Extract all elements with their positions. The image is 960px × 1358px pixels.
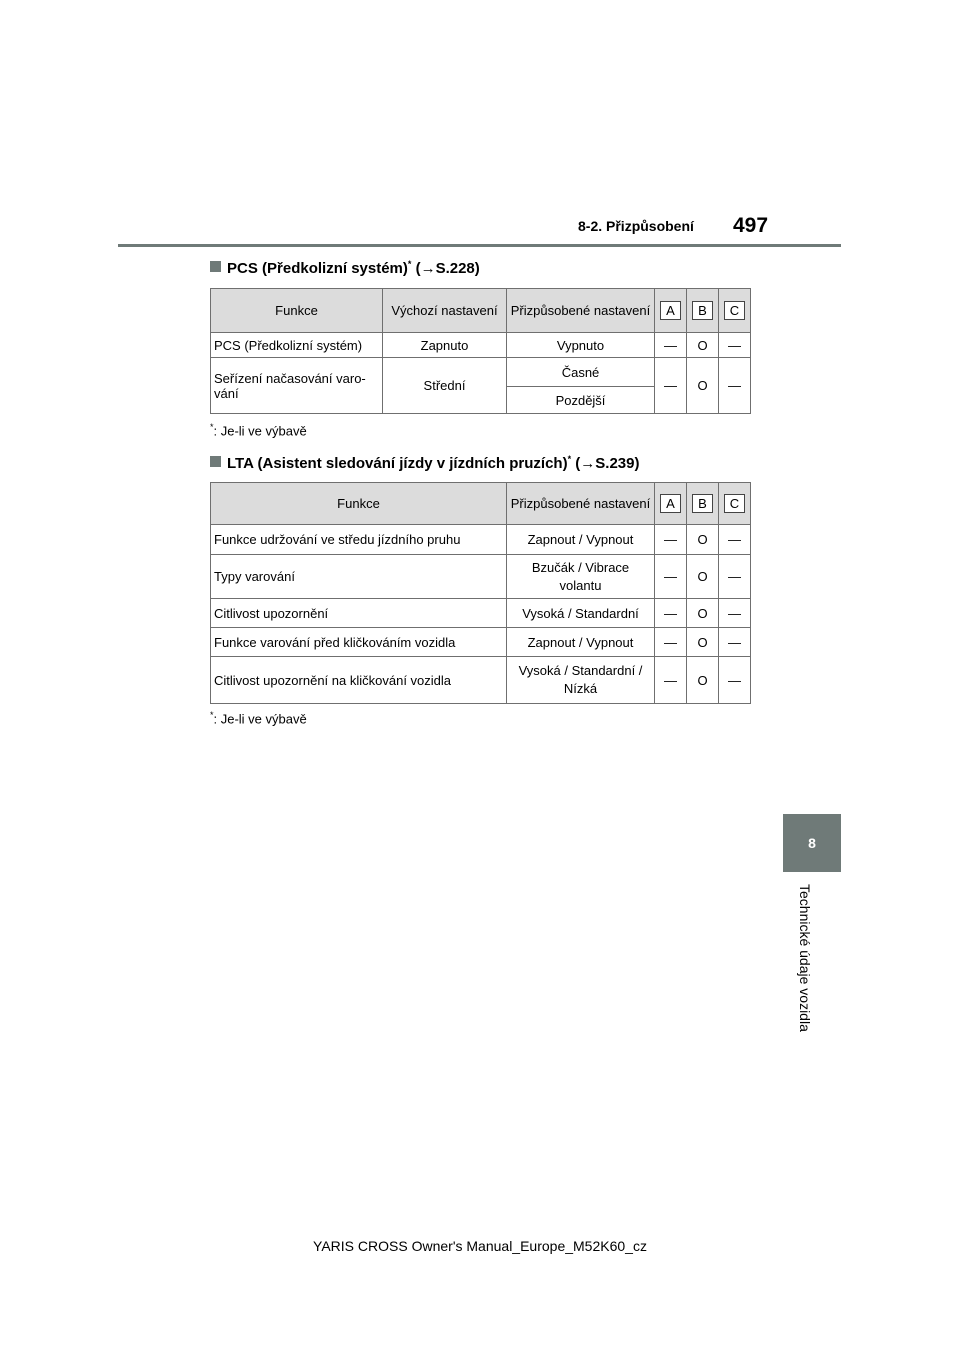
pcs-header-default: Výchozí nastavení <box>383 289 507 333</box>
pcs-row-custom-early: Časné <box>507 358 655 387</box>
lta-row-function: Funkce udržování ve středu jízdního pruhu <box>211 525 507 555</box>
lta-row-a: — <box>655 657 687 704</box>
square-bullet-icon <box>210 456 221 467</box>
table-row <box>211 525 751 555</box>
lta-row-c: — <box>719 599 751 628</box>
lta-row-function: Funkce varování před kličkováním vozidla <box>211 628 507 657</box>
lta-row-c: — <box>719 555 751 599</box>
pcs-row-function: Seřízení načasování varo-vání <box>211 358 383 414</box>
pcs-title: PCS (Předkolizní systém) <box>227 260 408 277</box>
lta-footnote-star: * <box>567 454 572 464</box>
pcs-row-custom: Vypnuto <box>507 333 655 358</box>
pcs-row-custom-late: Pozdější <box>507 387 655 414</box>
square-bullet-icon <box>210 261 221 272</box>
chapter-label: Technické údaje vozidla <box>797 884 813 1032</box>
pcs-row-c: — <box>719 333 751 358</box>
lta-row-custom: Zapnout / Vypnout <box>507 628 655 657</box>
lta-row-function: Citlivost upozornění <box>211 599 507 628</box>
lta-row-function: Citlivost upozornění na kličkování vozidla <box>211 657 507 704</box>
pcs-row-c: — <box>719 358 751 414</box>
lta-row-b: O <box>687 525 719 555</box>
lta-header-custom: Přizpůsobené nastavení <box>507 483 655 525</box>
lta-row-b: O <box>687 628 719 657</box>
pcs-header-a: A <box>655 289 687 333</box>
pcs-row-default: Zapnuto <box>383 333 507 358</box>
lta-row-a: — <box>655 525 687 555</box>
table-row <box>211 628 751 657</box>
pcs-header-function: Funkce <box>211 289 383 333</box>
lta-row-function: Typy varování <box>211 555 507 599</box>
lta-row-custom: Bzučák / Vibrace volantu <box>507 555 655 599</box>
pcs-page-ref[interactable]: (→S.228) <box>415 260 480 277</box>
lta-row-c: — <box>719 525 751 555</box>
lta-heading <box>210 454 639 472</box>
pcs-row-default: Střední <box>383 358 507 414</box>
pcs-table <box>210 288 751 414</box>
lta-table <box>210 482 751 704</box>
pcs-footnote: *: Je-li ve výbavě <box>210 422 307 439</box>
lta-header-b: B <box>687 483 719 525</box>
header-divider <box>118 244 841 247</box>
lta-row-a: — <box>655 599 687 628</box>
lta-row-c: — <box>719 628 751 657</box>
section-title: 8-2. Přizpůsobení <box>578 218 694 234</box>
lta-row-c: — <box>719 657 751 704</box>
lta-row-a: — <box>655 555 687 599</box>
lta-row-b: O <box>687 599 719 628</box>
page-number: 497 <box>733 214 769 237</box>
chapter-tab[interactable]: 8 <box>783 814 841 872</box>
pcs-header-b: B <box>687 289 719 333</box>
lta-header-function: Funkce <box>211 483 507 525</box>
table-row <box>211 358 751 387</box>
table-row <box>211 657 751 704</box>
pcs-row-a: — <box>655 358 687 414</box>
table-row <box>211 333 751 358</box>
pcs-header-c: C <box>719 289 751 333</box>
footer-text: YARIS CROSS Owner's Manual_Europe_M52K60_cz <box>313 1238 647 1254</box>
lta-page-ref[interactable]: (→S.239) <box>575 455 640 472</box>
lta-row-custom: Vysoká / Standardní / Nízká <box>507 657 655 704</box>
lta-header-c: C <box>719 483 751 525</box>
pcs-header-custom: Přizpůsobené nastavení <box>507 289 655 333</box>
pcs-row-b: O <box>687 358 719 414</box>
pcs-row-a: — <box>655 333 687 358</box>
pcs-row-function: PCS (Předkolizní systém) <box>211 333 383 358</box>
lta-row-b: O <box>687 657 719 704</box>
pcs-heading <box>210 259 480 277</box>
pcs-footnote-star: * <box>407 259 412 269</box>
lta-row-b: O <box>687 555 719 599</box>
lta-title: LTA (Asistent sledování jízdy v jízdních pruzích) <box>227 455 568 472</box>
lta-table-header <box>211 483 751 525</box>
lta-row-custom: Zapnout / Vypnout <box>507 525 655 555</box>
lta-footnote: *: Je-li ve výbavě <box>210 710 307 727</box>
pcs-table-header <box>211 289 751 333</box>
pcs-row-b: O <box>687 333 719 358</box>
lta-header-a: A <box>655 483 687 525</box>
table-row <box>211 555 751 599</box>
table-row <box>211 599 751 628</box>
lta-row-a: — <box>655 628 687 657</box>
lta-row-custom: Vysoká / Standardní <box>507 599 655 628</box>
